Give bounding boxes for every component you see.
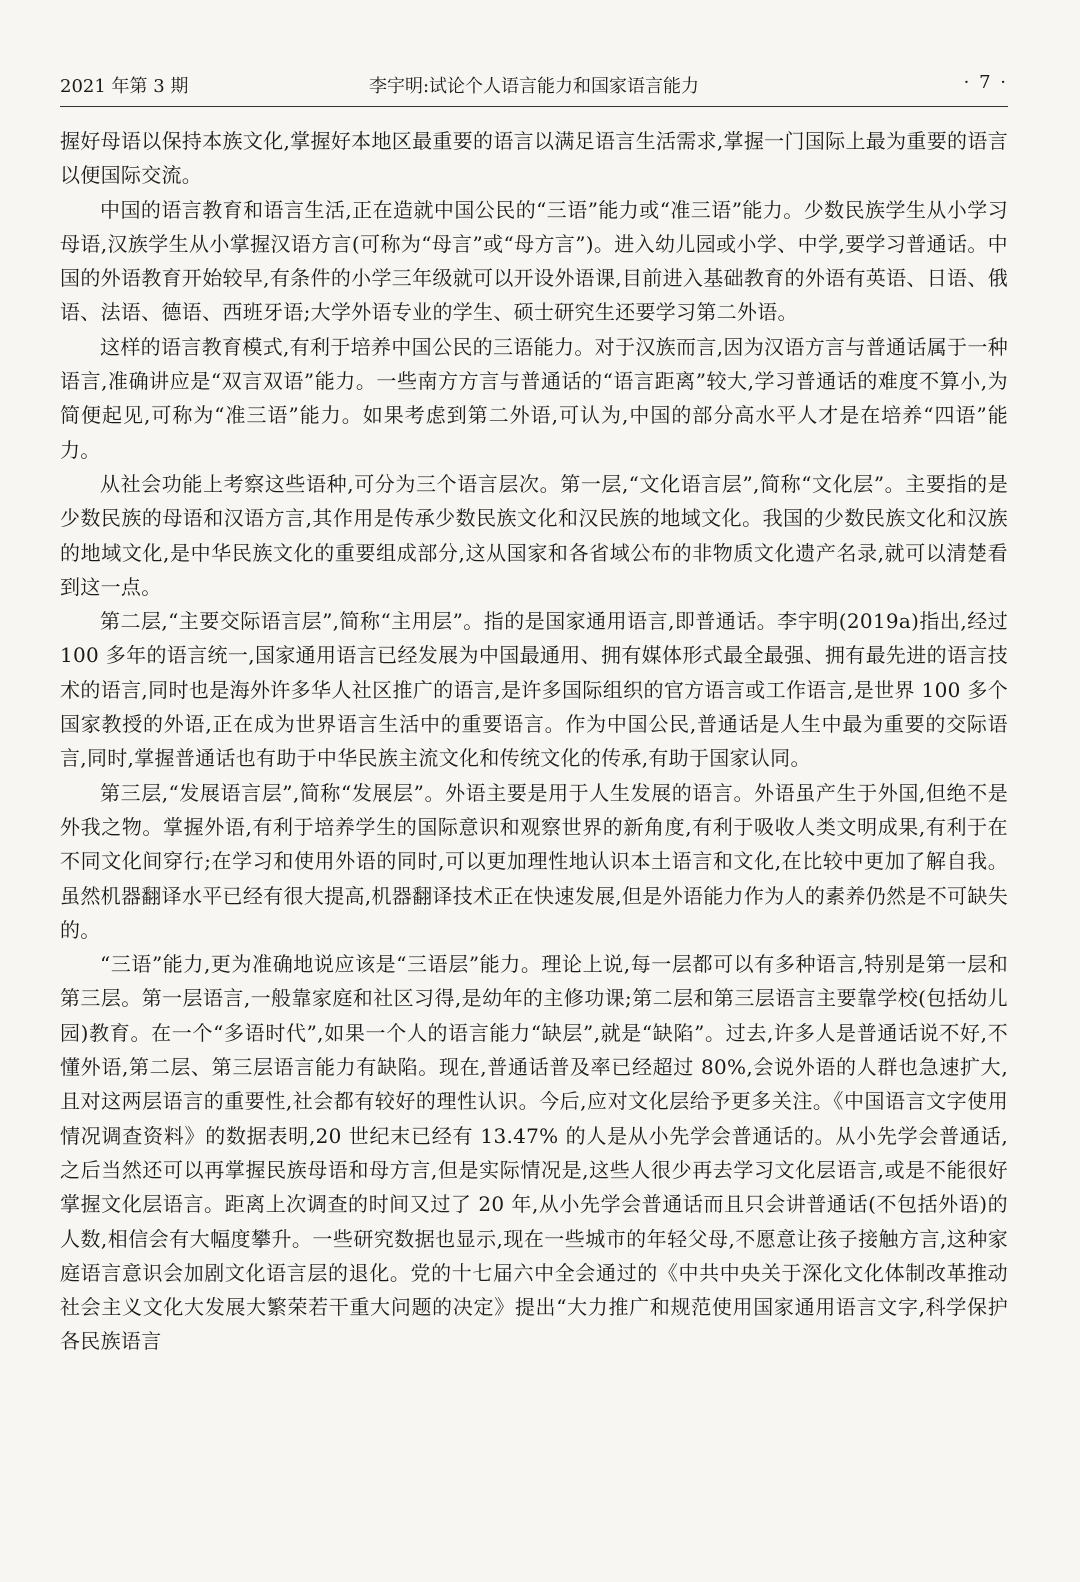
paragraph: 这样的语言教育模式,有利于培养中国公民的三语能力。对于汉族而言,因为汉语方言与普通话属于一种语言,准确讲应是“双言双语”能力。一些南方方言与普通话的“语言距离”较大,学习普通话的难度不算小,为简便起见,可称为“准三语”能力。如果考虑到第二外语,可认为,中国的部分高水平人才是在培养“四语”能力。 [60, 334, 1008, 462]
paragraph: “三语”能力,更为准确地说应该是“三语层”能力。理论上说,每一层都可以有多种语言,特别是第一层和第三层。第一层语言,一般靠家庭和社区习得,是幼年的主修功课;第二层和第三层语言主要靠学校(包括幼儿园)教育。在一个“多语时代”,如果一个人的语言能力“缺层”,就是“缺陷”。过去,许多人是普通话说不好,不懂外语,第二层、第三层语言能力有缺陷。现在,普通话普及率已经超过 80%,会说外语的人群也急速扩大,且对这两层语言的重要性,社会都有较好的理性认识。今后,应对文化层给予更多关注。《中国语言文字使用情况调查资料》的数据表明,20 世纪末已经有 13.47% 的人是从小先学会普通话的。从小先学会普通话,之后当然还可以再掌握民族母语和母方言,但是实际情况是,这些人很少再去学习文化层语言,或是不能很好掌握文化层语言。距离上次调查的时间又过了 20 年,从小先学会普通话而且只会讲普通话(不包括外语)的人数,相信会有大幅度攀升。一些研究数据也显示,现在一些城市的年轻父母,不愿意让孩子接触方言,这种家庭语言意识会加剧文化语言层的退化。党的十七届六中全会通过的《中共中央关于深化文化体制改革推动社会主义文化大发展大繁荣若干重大问题的决定》提出“大力推广和规范使用国家通用语言文字,科学保护各民族语言 [60, 952, 1008, 1354]
header-rule [60, 106, 1008, 107]
paragraph: 中国的语言教育和语言生活,正在造就中国公民的“三语”能力或“准三语”能力。少数民族学生从小学习母语,汉族学生从小掌握汉语方言(可称为“母言”或“母方言”)。进入幼儿园或小学、中学,要学习普通话。中国的外语教育开始较早,有条件的小学三年级就可以开设外语课,目前进入基础教育的外语有英语、日语、俄语、法语、德语、西班牙语;大学外语专业的学生、硕士研究生还要学习第二外语。 [60, 197, 1008, 325]
paragraph: 第二层,“主要交际语言层”,简称“主用层”。指的是国家通用语言,即普通话。李宇明(2019a)指出,经过 100 多年的语言统一,国家通用语言已经发展为中国最通用、拥有媒体形式最全最强、拥有最先进的语言技术的语言,同时也是海外许多华人社区推广的语言,是许多国际组织的官方语言或工作语言,是世界 100 多个国家教授的外语,正在成为世界语言生活中的重要语言。作为中国公民,普通话是人生中最为重要的交际语言,同时,掌握普通话也有助于中华民族主流文化和传统文化的传承,有助于国家认同。 [60, 609, 1008, 771]
paragraph-continued: 握好母语以保持本族文化,掌握好本地区最重要的语言以满足语言生活需求,掌握一门国际上最为重要的语言以便国际交流。 [60, 129, 1008, 188]
article-body [60, 124, 1008, 1359]
issue-label: 2021 年第 3 期 [60, 76, 189, 97]
paragraph: 从社会功能上考察这些语种,可分为三个语言层次。第一层,“文化语言层”,简称“文化层”。主要指的是少数民族的母语和汉语方言,其作用是传承少数民族文化和汉民族的地域文化。我国的少数民族文化和汉族的地域文化,是中华民族文化的重要组成部分,这从国家和各省域公布的非物质文化遗产名录,就可以清楚看到这一点。 [60, 471, 1008, 599]
page-number: · 7 · [963, 72, 1008, 93]
paragraph: 第三层,“发展语言层”,简称“发展层”。外语主要是用于人生发展的语言。外语虽产生于外国,但绝不是外我之物。掌握外语,有利于培养学生的国际意识和观察世界的新角度,有利于吸收人类文明成果,有利于在不同文化间穿行;在学习和使用外语的同时,可以更加理性地认识本土语言和文化,在比较中更加了解自我。虽然机器翻译水平已经有很大提高,机器翻译技术正在快速发展,但是外语能力作为人的素养仍然是不可缺失的。 [60, 780, 1008, 942]
article-running-title: 李宇明:试论个人语言能力和国家语言能力 [368, 76, 700, 97]
running-header [60, 72, 1008, 104]
